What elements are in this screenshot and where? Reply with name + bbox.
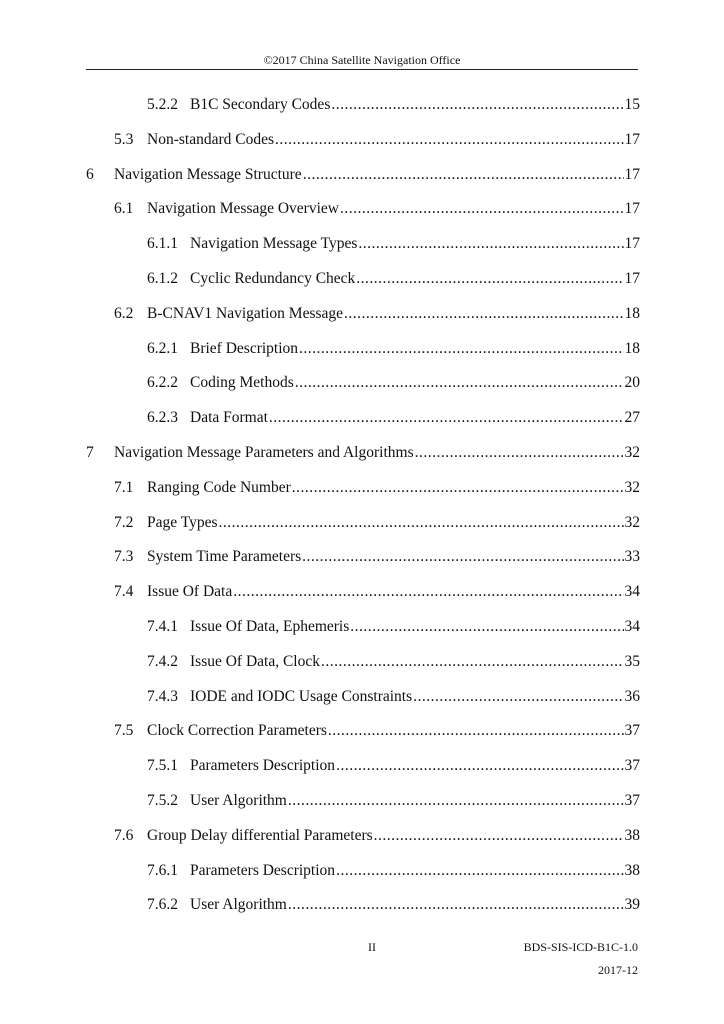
toc-entry-title: Non-standard Codes: [147, 130, 274, 148]
toc-dot-leader: [269, 406, 624, 430]
toc-entry-page: 38: [624, 826, 640, 844]
toc-entry-title: User Algorithm: [190, 896, 287, 914]
footer-page-number: II: [368, 940, 376, 954]
toc-entry-number: 6.2: [114, 304, 134, 322]
toc-entry-page: 18: [624, 304, 640, 322]
toc-entry[interactable]: [147, 406, 640, 430]
toc-entry-number: 7.5: [114, 722, 134, 740]
toc-entry-page: 35: [624, 652, 640, 670]
toc-entry[interactable]: [147, 232, 640, 256]
toc-entry-page: 17: [624, 235, 640, 253]
toc-entry-title: Parameters Description: [190, 757, 336, 775]
toc-dot-leader: [415, 441, 624, 465]
toc-entry-title: Group Delay differential Parameters: [147, 826, 373, 844]
toc-entry[interactable]: [147, 93, 640, 117]
toc-dot-leader: [288, 893, 624, 917]
toc-entry-page: 17: [624, 165, 640, 183]
toc-entry[interactable]: [147, 754, 640, 778]
toc-dot-leader: [344, 302, 623, 326]
toc-entry[interactable]: [114, 128, 640, 152]
footer-date: 2017-12: [598, 963, 638, 977]
toc-dot-leader: [350, 615, 623, 639]
toc-dot-leader: [219, 511, 624, 535]
toc-entry-page: 37: [624, 792, 640, 809]
toc-entry-title: Issue Of Data: [147, 583, 233, 601]
toc-dot-leader: [374, 824, 624, 848]
toc-entry-title: Cyclic Redundancy Check: [190, 270, 356, 287]
toc-entry-number: 6: [86, 165, 94, 183]
toc-entry-title: System Time Parameters: [147, 548, 302, 566]
toc-dot-leader: [295, 371, 624, 395]
footer-document-id: BDS-SIS-ICD-B1C-1.0: [523, 940, 638, 954]
toc-entry-page: 18: [624, 339, 640, 357]
toc-entry-title: Clock Correction Parameters: [147, 722, 327, 740]
toc-entry-title: User Algorithm: [190, 792, 287, 809]
toc-dot-leader: [303, 163, 624, 187]
toc-entry-number: 7.3: [114, 548, 134, 566]
toc-entry-page: 33: [624, 548, 640, 566]
toc-entry[interactable]: [114, 824, 640, 848]
toc-entry-page: 17: [624, 270, 640, 287]
toc-entry-number: 5.2.2: [147, 96, 178, 113]
toc-entry-title: Navigation Message Parameters and Algorithms: [114, 444, 414, 461]
toc-entry[interactable]: [147, 893, 640, 917]
toc-entry-title: IODE and IODC Usage Constraints: [190, 687, 413, 705]
toc-entry[interactable]: [114, 302, 640, 326]
toc-entry-page: 17: [624, 200, 640, 218]
toc-entry-title: Issue Of Data, Ephemeris: [190, 618, 350, 635]
header-divider: [86, 69, 638, 70]
toc-entry[interactable]: [114, 580, 640, 604]
toc-entry-page: 20: [624, 374, 640, 392]
toc-entry-number: 7.6.1: [147, 861, 178, 879]
toc-dot-leader: [288, 789, 624, 813]
toc-entry-page: 34: [624, 583, 640, 601]
toc-entry[interactable]: [114, 511, 640, 535]
toc-entry[interactable]: [147, 371, 640, 395]
toc-entry-title: Navigation Message Structure: [114, 165, 302, 183]
toc-entry[interactable]: [147, 650, 640, 674]
toc-entry-title: Brief Description: [190, 339, 299, 357]
toc-entry-number: 7.4.2: [147, 652, 178, 670]
header-copyright: ©2017 China Satellite Navigation Office: [263, 53, 461, 67]
toc-entry[interactable]: [147, 859, 640, 883]
toc-entry-page: 34: [624, 618, 640, 635]
toc-dot-leader: [336, 859, 623, 883]
toc-entry-page: 32: [624, 444, 640, 461]
toc-dot-leader: [331, 93, 623, 117]
toc-dot-leader: [358, 232, 623, 256]
toc-dot-leader: [328, 719, 624, 743]
toc-entry-page: 38: [624, 861, 640, 879]
toc-dot-leader: [299, 337, 623, 361]
toc-entry[interactable]: [114, 476, 640, 500]
toc-entry-page: 36: [624, 687, 640, 705]
toc-entry-number: 6.1.1: [147, 235, 178, 253]
toc-entry-number: 6.1: [114, 200, 134, 218]
toc-entry-title: Navigation Message Types: [190, 235, 358, 253]
toc-entry-title: B-CNAV1 Navigation Message: [147, 304, 344, 322]
toc-entry[interactable]: [114, 719, 640, 743]
toc-dot-leader: [302, 545, 623, 569]
toc-entry-number: 7.6: [114, 826, 134, 844]
toc-entry-page: 37: [624, 722, 640, 740]
toc-entry[interactable]: [147, 789, 640, 813]
toc-entry[interactable]: [86, 441, 640, 465]
toc-dot-leader: [233, 580, 623, 604]
toc-entry-page: 15: [624, 96, 640, 113]
toc-entry-number: 7.6.2: [147, 896, 178, 914]
toc-entry-title: Navigation Message Overview: [147, 200, 339, 218]
toc-dot-leader: [321, 650, 624, 674]
toc-entry-page: 27: [624, 409, 640, 427]
toc-entry[interactable]: [114, 545, 640, 569]
toc-entry-page: 37: [624, 757, 640, 775]
toc-entry-title: Coding Methods: [190, 374, 294, 392]
toc-entry[interactable]: [147, 337, 640, 361]
toc-dot-leader: [340, 197, 624, 221]
toc-entry-page: 39: [624, 896, 640, 914]
toc-entry-page: 32: [624, 513, 640, 531]
toc-entry-title: B1C Secondary Codes: [190, 96, 331, 113]
toc-entry[interactable]: [147, 267, 640, 291]
toc-entry-number: 7.4: [114, 583, 134, 601]
toc-dot-leader: [356, 267, 623, 291]
toc-entry-page: 17: [624, 130, 640, 148]
toc-entry-number: 7.5.1: [147, 757, 178, 775]
toc-entry-title: Ranging Code Number: [147, 478, 291, 496]
toc-entry-number: 7.1: [114, 478, 134, 496]
toc-entry-number: 5.3: [114, 130, 134, 148]
toc-dot-leader: [275, 128, 624, 152]
toc-entry-number: 7.4.1: [147, 618, 178, 635]
toc-dot-leader: [292, 476, 624, 500]
toc-dot-leader: [336, 754, 623, 778]
toc-entry-number: 6.2.2: [147, 374, 178, 392]
toc-entry-number: 7.5.2: [147, 792, 178, 809]
toc-entry[interactable]: [114, 197, 640, 221]
toc-entry[interactable]: [147, 615, 640, 639]
toc-entry-title: Data Format: [190, 409, 268, 427]
toc-entry-number: 7.4.3: [147, 687, 178, 705]
toc-entry-title: Page Types: [147, 513, 218, 531]
toc-entry-number: 7: [86, 444, 94, 461]
toc-entry-number: 6.1.2: [147, 270, 178, 287]
toc-dot-leader: [413, 685, 623, 709]
toc-entry-number: 6.2.3: [147, 409, 178, 427]
toc-entry[interactable]: [147, 685, 640, 709]
toc-entry-number: 7.2: [114, 513, 134, 531]
toc-entry[interactable]: [86, 163, 640, 187]
toc-entry-title: Issue Of Data, Clock: [190, 652, 320, 670]
toc-entry-title: Parameters Description: [190, 861, 336, 879]
toc-entry-page: 32: [624, 478, 640, 496]
toc-entry-number: 6.2.1: [147, 339, 178, 357]
